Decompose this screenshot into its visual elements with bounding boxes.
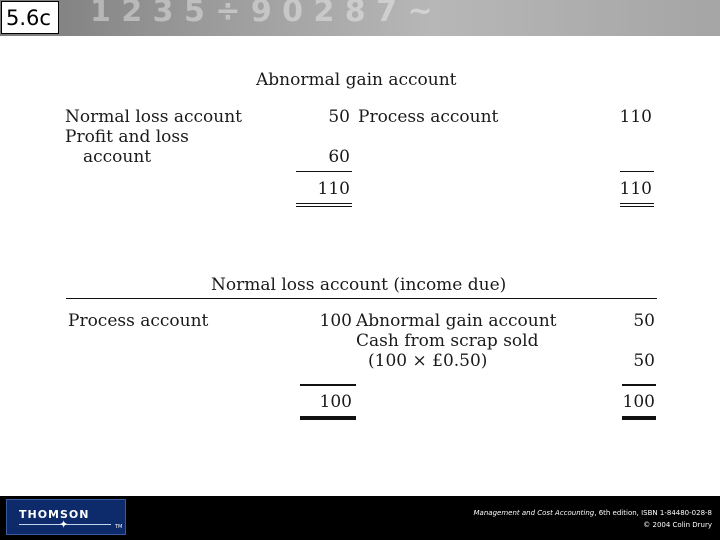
normal-loss-title: Normal loss account (income due) — [211, 275, 507, 295]
nl-credit-total: 100 — [622, 392, 655, 412]
ag-debit-label: account — [83, 147, 152, 167]
subtotal-rule — [620, 171, 654, 172]
footer-bar — [0, 496, 720, 540]
footer-credit — [474, 507, 712, 531]
nl-credit-amount: 50 — [633, 351, 655, 371]
subtotal-rule — [300, 384, 356, 386]
ag-debit-label: Normal loss account — [65, 107, 242, 127]
top-banner — [0, 0, 720, 36]
book-edition: , 6th edition, ISBN 1-84480-028-8 — [594, 509, 712, 517]
total-thick-rule — [300, 416, 356, 420]
ag-debit-amount: 60 — [328, 147, 350, 167]
book-title: Management and Cost Accounting — [473, 509, 595, 517]
nl-debit-label: Process account — [68, 311, 209, 331]
ag-debit-total: 110 — [317, 179, 350, 199]
copyright: © 2004 Colin Drury — [643, 521, 712, 529]
nl-credit-label: Abnormal gain account — [356, 311, 557, 331]
ag-debit-label: Profit and loss — [65, 127, 189, 147]
total-double-rule — [296, 206, 352, 207]
total-double-rule — [296, 203, 352, 204]
logo-trademark: TM — [115, 524, 123, 530]
ag-debit-amount: 50 — [328, 107, 350, 127]
nl-credit-label: Cash from scrap sold — [356, 331, 539, 351]
nl-debit-amount: 100 — [319, 311, 352, 331]
nl-debit-total: 100 — [319, 392, 352, 412]
total-thick-rule — [622, 416, 656, 420]
subtotal-rule — [622, 384, 656, 386]
logo-text: THOMSON — [19, 508, 90, 521]
ag-credit-amount: 110 — [619, 107, 652, 127]
nl-credit-amount: 50 — [633, 311, 655, 331]
thomson-logo — [6, 499, 126, 535]
abnormal-gain-title: Abnormal gain account — [256, 70, 457, 90]
star-icon: ✦ — [59, 518, 69, 531]
total-double-rule — [620, 206, 654, 207]
slide-number: 5.6c — [1, 1, 59, 34]
ag-credit-label: Process account — [358, 107, 499, 127]
account-header-rule — [66, 298, 657, 299]
total-double-rule — [620, 203, 654, 204]
banner-decoration: 1 2 3 5 ÷ 9 0 2 8 7 ~ — [90, 0, 433, 29]
subtotal-rule — [296, 171, 352, 172]
ag-credit-total: 110 — [619, 179, 652, 199]
nl-credit-label: (100 × £0.50) — [368, 351, 488, 371]
